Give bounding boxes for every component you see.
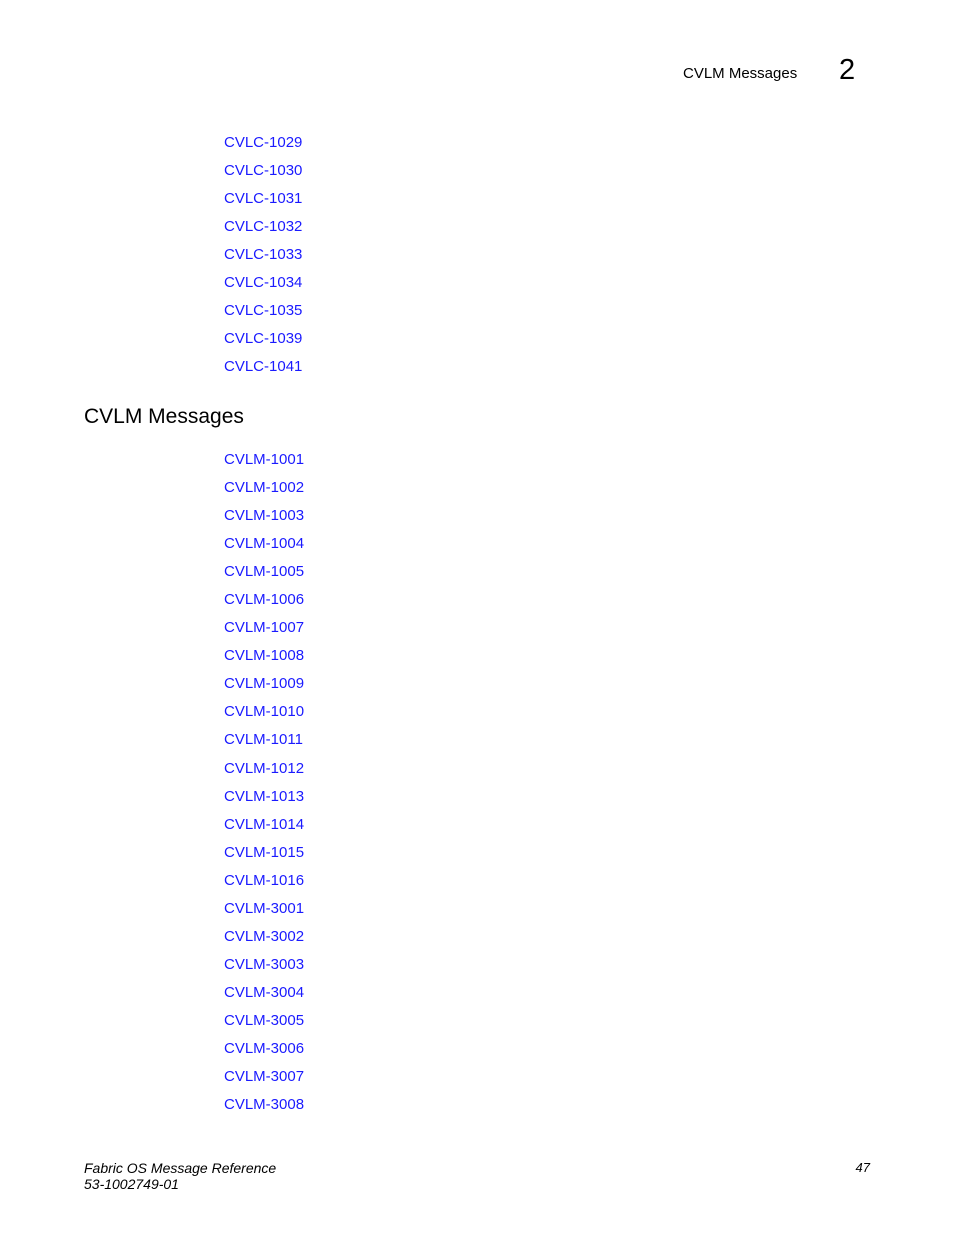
list-item xyxy=(224,534,304,562)
list-item xyxy=(224,927,304,955)
list-item xyxy=(224,759,304,787)
list-item xyxy=(224,357,302,385)
cvlc-link[interactable]: CVLC-1035 xyxy=(224,302,303,320)
list-item xyxy=(224,133,302,161)
cvlm-link[interactable]: CVLM-1010 xyxy=(224,703,305,721)
cvlc-link[interactable]: CVLC-1029 xyxy=(224,134,303,151)
list-item xyxy=(224,273,302,301)
list-item xyxy=(224,478,304,506)
cvlm-link[interactable]: CVLM-1014 xyxy=(224,815,305,833)
list-item xyxy=(224,815,304,843)
cvlm-link[interactable]: CVLM-1004 xyxy=(224,535,305,553)
list-item xyxy=(224,983,304,1011)
cvlm-link[interactable]: CVLM-1007 xyxy=(224,619,305,637)
list-item xyxy=(224,843,304,871)
list-item xyxy=(224,730,304,758)
list-item xyxy=(224,702,304,730)
cvlm-link[interactable]: CVLM-1008 xyxy=(224,647,305,665)
cvlm-link[interactable]: CVLM-1012 xyxy=(224,759,305,777)
cvlm-link[interactable]: CVLM-3008 xyxy=(224,1096,305,1114)
cvlm-link[interactable]: CVLM-3004 xyxy=(224,983,305,1001)
cvlc-link[interactable]: CVLC-1033 xyxy=(224,246,303,264)
cvlm-link[interactable]: CVLM-1013 xyxy=(224,787,305,805)
list-item xyxy=(224,590,304,618)
cvlm-link[interactable]: CVLM-1001 xyxy=(224,451,305,468)
list-item xyxy=(224,955,304,983)
chapter-number: 2 xyxy=(839,54,856,86)
cvlm-link[interactable]: CVLM-1006 xyxy=(224,591,305,609)
cvlc-link[interactable]: CVLC-1031 xyxy=(224,190,303,208)
cvlm-link[interactable]: CVLM-3006 xyxy=(224,1039,305,1057)
header-section-title: CVLM Messages xyxy=(683,65,798,82)
list-item xyxy=(224,245,302,273)
list-item xyxy=(224,787,304,815)
list-item xyxy=(224,1095,304,1123)
cvlm-link[interactable]: CVLM-1009 xyxy=(224,675,305,693)
cvlm-link[interactable]: CVLM-3003 xyxy=(224,955,305,973)
list-item xyxy=(224,329,302,357)
cvlc-link[interactable]: CVLC-1032 xyxy=(224,218,303,236)
list-item xyxy=(224,562,304,590)
list-item xyxy=(224,161,302,189)
cvlm-link[interactable]: CVLM-3001 xyxy=(224,899,305,917)
list-item xyxy=(224,450,304,478)
list-item xyxy=(224,618,304,646)
list-item xyxy=(224,1039,304,1067)
footer-page-number: 47 xyxy=(855,1160,870,1175)
list-item xyxy=(224,1011,304,1039)
cvlm-link[interactable]: CVLM-1016 xyxy=(224,871,305,889)
list-item xyxy=(224,1067,304,1095)
cvlm-link[interactable]: CVLM-1005 xyxy=(224,563,305,581)
list-item xyxy=(224,301,302,329)
list-item xyxy=(224,674,304,702)
cvlm-link[interactable]: CVLM-3002 xyxy=(224,927,305,945)
footer-doc-number: 53-1002749-01 xyxy=(84,1176,179,1192)
list-item xyxy=(224,506,304,534)
cvlc-link[interactable]: CVLC-1034 xyxy=(224,274,303,292)
cvlm-link[interactable]: CVLM-1011 xyxy=(224,731,303,749)
list-item xyxy=(224,899,304,927)
cvlm-link-list xyxy=(224,450,304,1123)
cvlc-link-list xyxy=(224,133,302,385)
cvlm-link[interactable]: CVLM-1015 xyxy=(224,843,305,861)
cvlm-link[interactable]: CVLM-1003 xyxy=(224,507,305,525)
list-item xyxy=(224,217,302,245)
list-item xyxy=(224,189,302,217)
list-item xyxy=(224,646,304,674)
footer-book-title: Fabric OS Message Reference xyxy=(84,1160,277,1176)
cvlc-link[interactable]: CVLC-1041 xyxy=(224,358,303,376)
section-heading: CVLM Messages xyxy=(84,405,244,428)
cvlc-link[interactable]: CVLC-1039 xyxy=(224,330,303,348)
cvlm-link[interactable]: CVLM-1002 xyxy=(224,479,305,497)
list-item xyxy=(224,871,304,899)
cvlm-link[interactable]: CVLM-3007 xyxy=(224,1068,305,1086)
cvlm-link[interactable]: CVLM-3005 xyxy=(224,1011,305,1029)
cvlc-link[interactable]: CVLC-1030 xyxy=(224,162,303,180)
